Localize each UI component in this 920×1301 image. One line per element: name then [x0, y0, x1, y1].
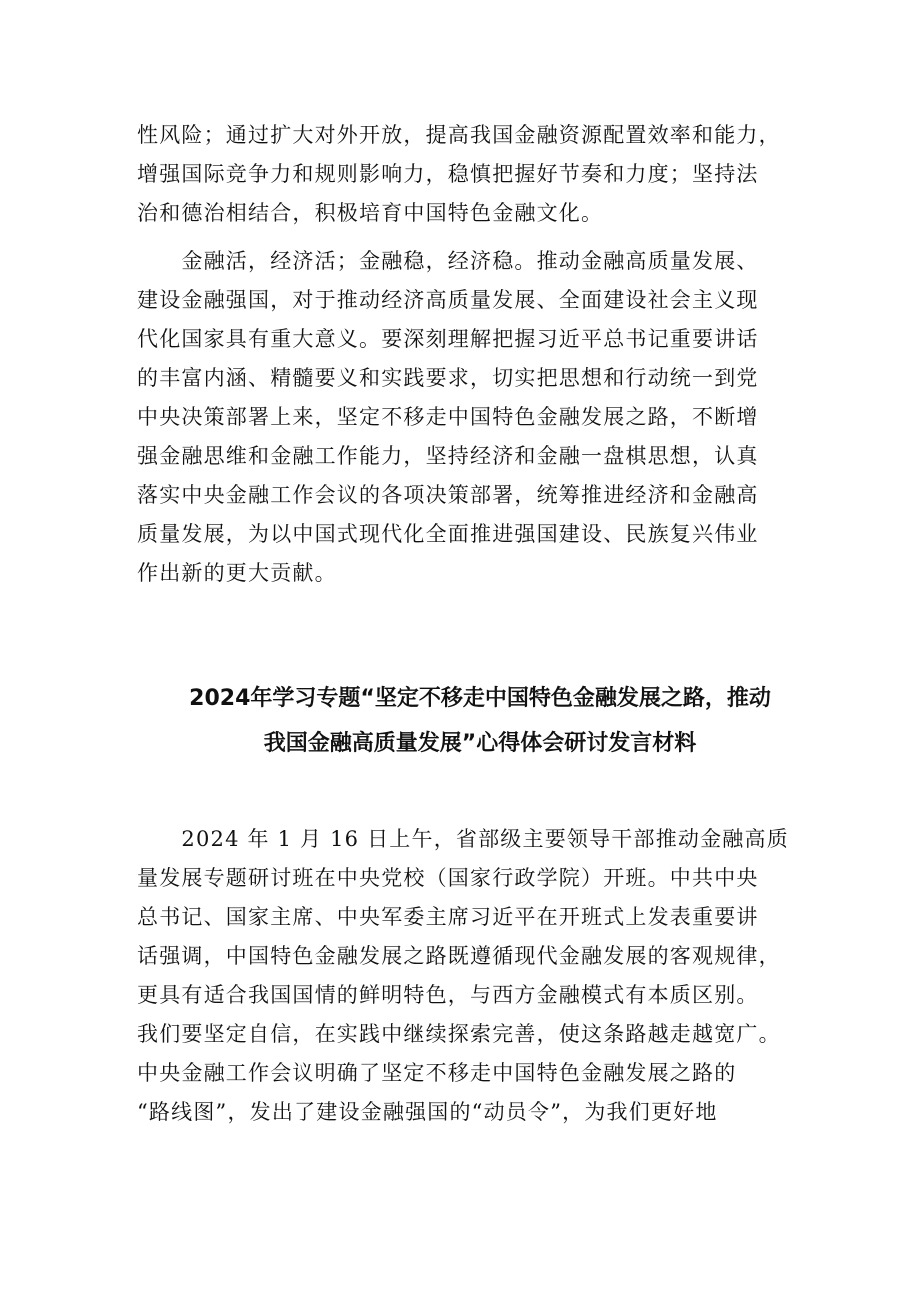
- paragraph-line: 代化国家具有重大意义。要深刻理解把握习近平总书记重要讲话: [137, 327, 759, 351]
- paragraph-line: 治和德治相结合，积极培育中国特色金融文化。: [137, 201, 604, 225]
- paragraph-line: 质量发展，为以中国式现代化全面推进强国建设、民族复兴伟业: [137, 522, 759, 546]
- paragraph-line: 中央金融工作会议明确了坚定不移走中国特色金融发展之路的: [137, 1061, 737, 1085]
- paragraph-1: [137, 116, 797, 233]
- paragraph-3: [137, 820, 797, 1132]
- paragraph-line: 2024 年 1 月 16 日上午，省部级主要领导干部推动金融高质: [137, 827, 789, 851]
- paragraph-line: 性风险；通过扩大对外开放，提高我国金融资源配置效率和能力，: [137, 123, 781, 147]
- paragraph-line: “路线图”，发出了建设金融强国的“动员令”，为我们更好地: [137, 1100, 718, 1124]
- paragraph-line: 落实中央金融工作会议的各项决策部署，统筹推进经济和金融高: [137, 483, 759, 507]
- paragraph-line: 量发展专题研讨班在中央党校（国家行政学院）开班。中共中央: [137, 866, 759, 890]
- paragraph-line: 话强调，中国特色金融发展之路既遵循现代金融发展的客观规律，: [137, 944, 781, 968]
- paragraph-line: 作出新的更大贡献。: [137, 561, 337, 585]
- title-line: 我国金融高质量发展”心得体会研讨发言材料: [263, 731, 697, 756]
- paragraph-line: 建设金融强国，对于推动经济高质量发展、全面建设社会主义现: [137, 288, 759, 312]
- paragraph-line: 中央决策部署上来，坚定不移走中国特色金融发展之路，不断增: [137, 405, 759, 429]
- paragraph-line: 增强国际竞争力和规则影响力，稳慎把握好节奏和力度；坚持法: [137, 162, 759, 186]
- title-line: 2024年学习专题“坚定不移走中国特色金融发展之路，推动: [189, 686, 771, 711]
- paragraph-line: 总书记、国家主席、中央军委主席习近平在开班式上发表重要讲: [137, 905, 759, 929]
- paragraph-2: [137, 242, 797, 593]
- paragraph-line: 强金融思维和金融工作能力，坚持经济和金融一盘棋思想，认真: [137, 444, 759, 468]
- paragraph-line: 的丰富内涵、精髓要义和实践要求，切实把思想和行动统一到党: [137, 366, 759, 390]
- section-title: [160, 676, 800, 766]
- paragraph-line: 金融活，经济活；金融稳，经济稳。推动金融高质量发展、: [137, 249, 759, 273]
- paragraph-line: 我们要坚定自信，在实践中继续探索完善，使这条路越走越宽广。: [137, 1022, 781, 1046]
- paragraph-line: 更具有适合我国国情的鲜明特色，与西方金融模式有本质区别。: [137, 983, 759, 1007]
